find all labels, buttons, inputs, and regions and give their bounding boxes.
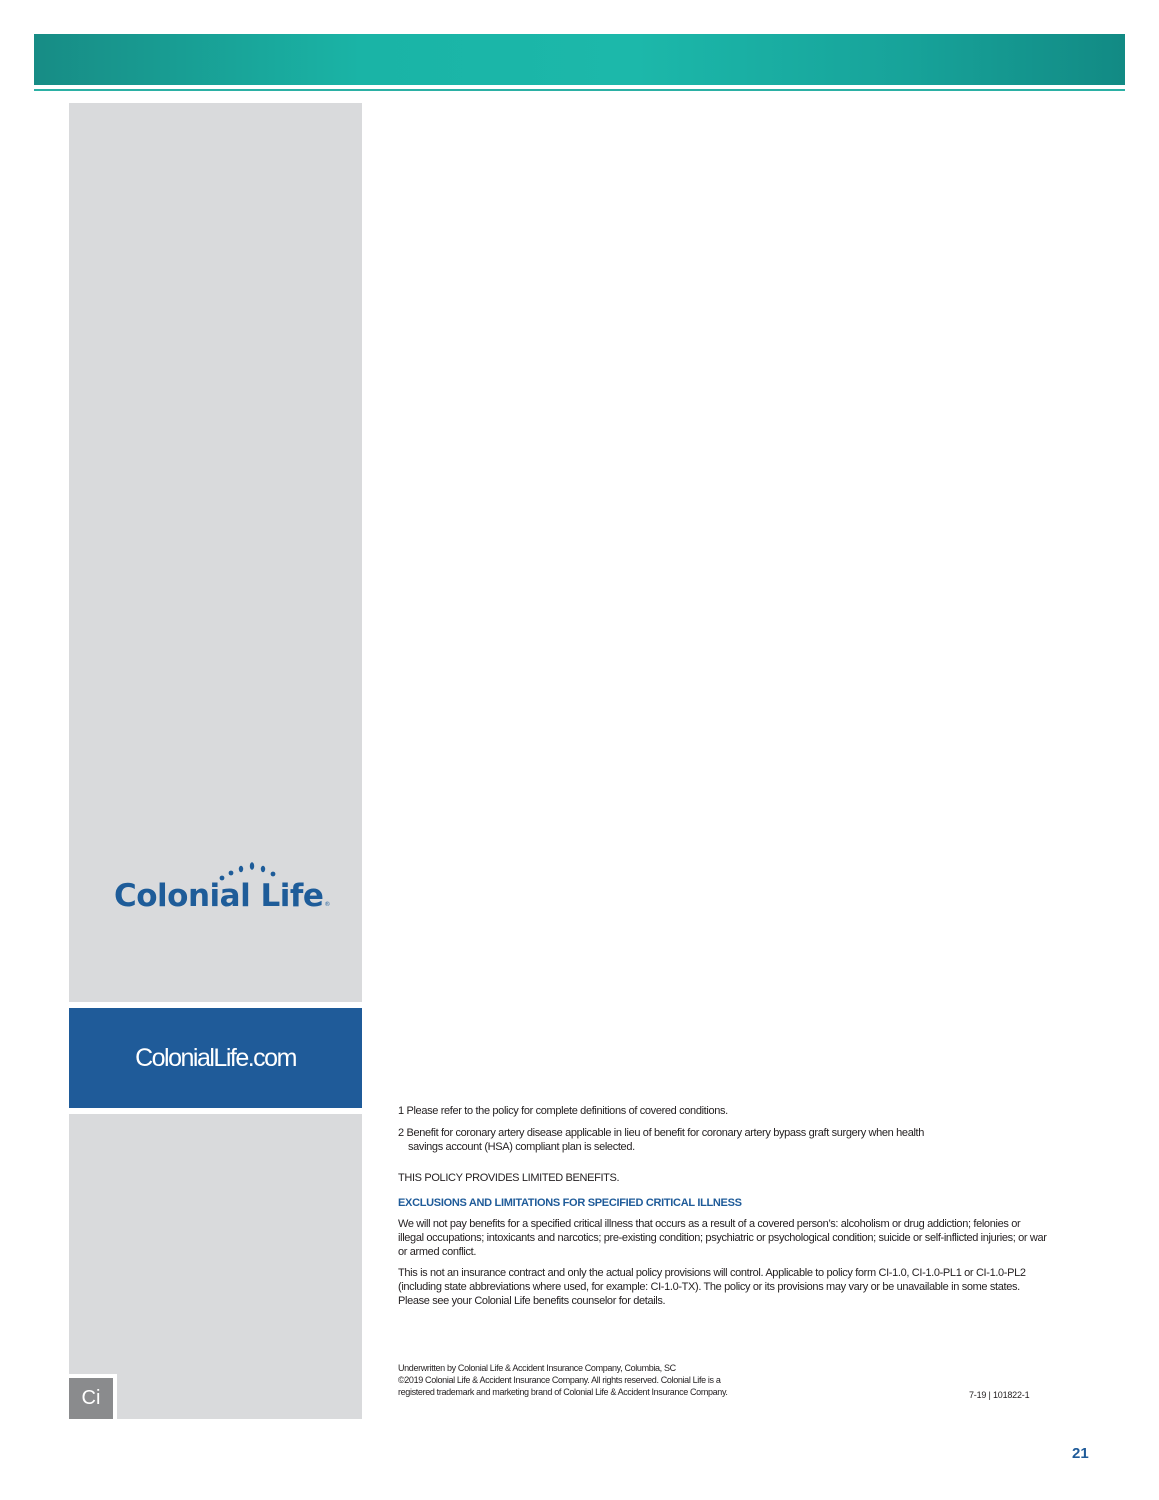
page-number: 21 [1072, 1445, 1089, 1462]
footnote-2: 2 Benefit for coronary artery disease applicable in lieu of benefit for coronary artery bypass graft surgery when health [398, 1127, 925, 1139]
ci-badge [69, 1378, 113, 1419]
legal-block [398, 1362, 1048, 1398]
website-banner [69, 1008, 362, 1108]
colonial-life-logo [114, 858, 334, 918]
footnote-2-continued: savings account (HSA) compliant plan is selected. [408, 1141, 635, 1153]
exclusions-heading: EXCLUSIONS AND LIMITATIONS FOR SPECIFIED CRITICAL ILLNESS [398, 1197, 742, 1209]
footnote-1: 1 Please refer to the policy for complete definitions of covered conditions. [398, 1105, 728, 1117]
ci-badge-text: Ci [81, 1387, 101, 1409]
legal-line-2: ©2019 Colonial Life & Accident Insurance Company. All rights reserved. Colonial Life is a [398, 1375, 721, 1385]
header-rule [34, 89, 1125, 91]
legal-line-3: registered trademark and marketing brand of Colonial Life & Accident Insurance Company. [398, 1387, 728, 1397]
logo-text: Colonial Life® [114, 878, 330, 914]
form-number: 7-19 | 101822-1 [969, 1390, 1030, 1400]
badge-frame-side [113, 1374, 117, 1419]
legal-line-1: Underwritten by Colonial Life & Accident Insurance Company, Columbia, SC [398, 1363, 676, 1373]
header-band [34, 34, 1125, 85]
exclusions-body: We will not pay benefits for a specified critical illness that occurs as a result of a covered person’s: alcoholism or drug addiction; felonies or illegal occupations; intoxicants and narcotics; pre-existing condition; psychiatric or psychological condition; suicide or self-inflicted injuries; or war or armed conflict. [398, 1218, 1047, 1258]
disclosure-content [398, 1104, 1048, 1308]
limited-benefits-notice: THIS POLICY PROVIDES LIMITED BENEFITS. [398, 1172, 620, 1184]
website-link[interactable]: ColonialLife.com [135, 1043, 296, 1072]
contract-notice: This is not an insurance contract and only the actual policy provisions will control. Applicable to policy form CI-1.0, CI-1.0-PL1 or CI-1.0-PL2 (including state abbreviations where used, for example: CI-1.0-TX). The policy or its provisions may vary or be unavailable in some states. Please see your Colonial Life benefits counselor for details. [398, 1267, 1026, 1307]
